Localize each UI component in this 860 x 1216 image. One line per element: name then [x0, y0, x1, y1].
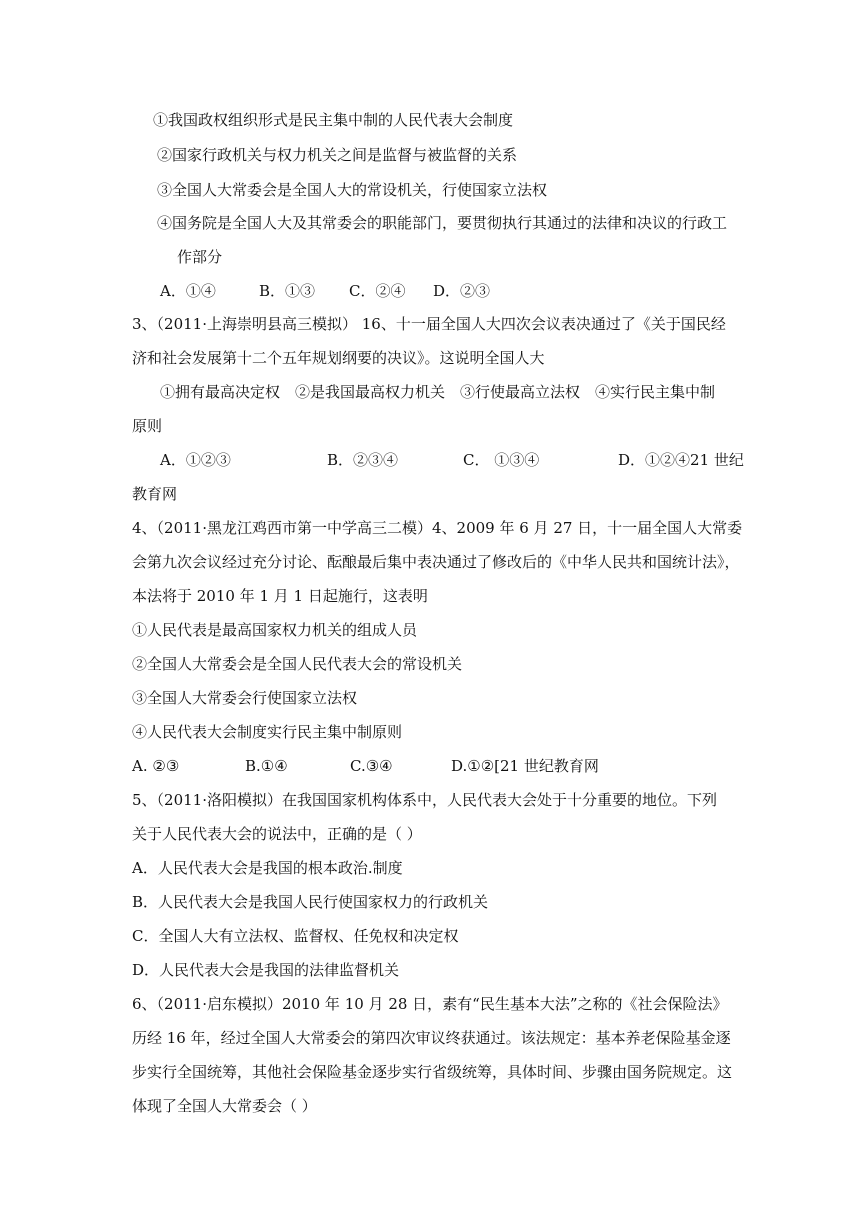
- q2-item-4: ④国务院是全国人大及其常委会的职能部门，要贯彻执行其通过的法律和决议的行政工: [157, 214, 728, 232]
- q3-items-line-1: ①拥有最高决定权 ②是我国最高权力机关 ③行使最高立法权 ④实行民主集中制: [160, 383, 716, 401]
- q4-option-a: A. ②③: [132, 757, 180, 775]
- q3-items-line-2: 原则: [132, 417, 163, 435]
- q5-stem-line-2: 关于人民代表大会的说法中，正确的是（ ）: [132, 825, 422, 843]
- q4-option-d: D.①②[21 世纪教育网: [451, 757, 599, 775]
- q4-item-2: ②全国人大常委会是全国人民代表大会的常设机关: [132, 655, 463, 673]
- q2-option-d: D．②③: [433, 282, 491, 300]
- q6-stem-line-4: 体现了全国人大常委会（ ）: [132, 1097, 317, 1115]
- q3-option-c: C． ①③④: [463, 451, 540, 469]
- q3-option-d: D．①②④21 世纪: [618, 451, 744, 469]
- q4-option-c: C.③④: [350, 757, 393, 775]
- q3-stem-line-1: 3、（2011·上海崇明县高三模拟） 16、十一届全国人大四次会议表决通过了《关于国民经: [132, 315, 726, 333]
- q3-stem-line-2: 济和社会发展第十二个五年规划纲要的决议》。这说明全国人大: [132, 349, 545, 367]
- q4-stem-line-2: 会第九次会议经过充分讨论、酝酿最后集中表决通过了修改后的《中华人民共和国统计法》，: [132, 553, 740, 571]
- q5-option-b: B．人民代表大会是我国人民行使国家权力的行政机关: [132, 893, 489, 911]
- q2-item-1: ①我国政权组织形式是民主集中制的人民代表大会制度: [153, 111, 514, 129]
- q5-stem-line-1: 5、（2011·洛阳模拟）在我国国家机构体系中，人民代表大会处于十分重要的地位。下列: [132, 791, 717, 809]
- q2-option-c: C．②④: [349, 282, 406, 300]
- q3-tail: 教育网: [132, 485, 178, 503]
- q3-option-b: B．②③④: [327, 451, 399, 469]
- q5-option-c: C．全国人大有立法权、监督权、任免权和决定权: [132, 927, 459, 945]
- q4-item-4: ④人民代表大会制度实行民主集中制原则: [132, 723, 403, 741]
- q4-option-b: B.①④: [245, 757, 288, 775]
- q6-stem-line-2: 历经 16 年，经过全国人大常委会的第四次审议终获通过。该法规定：基本养老保险基金逐: [132, 1029, 731, 1047]
- q5-option-a: A．人民代表大会是我国的根本政治.制度: [132, 859, 403, 877]
- q5-option-d: D．人民代表大会是我国的法律监督机关: [132, 961, 400, 979]
- q2-item-2: ②国家行政机关与权力机关之间是监督与被监督的关系: [157, 146, 518, 164]
- q6-stem-line-3: 步实行全国统筹，其他社会保险基金逐步实行省级统筹，具体时间、步骤由国务院规定。这: [132, 1063, 733, 1081]
- q3-option-a: A．①②③: [160, 451, 231, 469]
- q2-option-b: B．①③: [259, 282, 316, 300]
- q4-item-3: ③全国人大常委会行使国家立法权: [132, 689, 358, 707]
- q2-item-3: ③全国人大常委会是全国人大的常设机关，行使国家立法权: [157, 181, 548, 199]
- q4-item-1: ①人民代表是最高国家权力机关的组成人员: [132, 621, 418, 639]
- q2-option-a: A．①④: [160, 282, 216, 300]
- q2-item-4-cont: 作部分: [177, 248, 223, 266]
- q6-stem-line-1: 6、（2011·启东模拟）2010 年 10 月 28 日，素有“民生基本大法”之称的《社会保险法》: [132, 995, 728, 1013]
- q4-stem-line-3: 本法将于 2010 年 1 月 1 日起施行，这表明: [132, 587, 428, 605]
- q4-stem-line-1: 4、（2011·黑龙江鸡西市第一中学高三二模）4、2009 年 6 月 27 日，十一届全国人大常委: [132, 519, 743, 537]
